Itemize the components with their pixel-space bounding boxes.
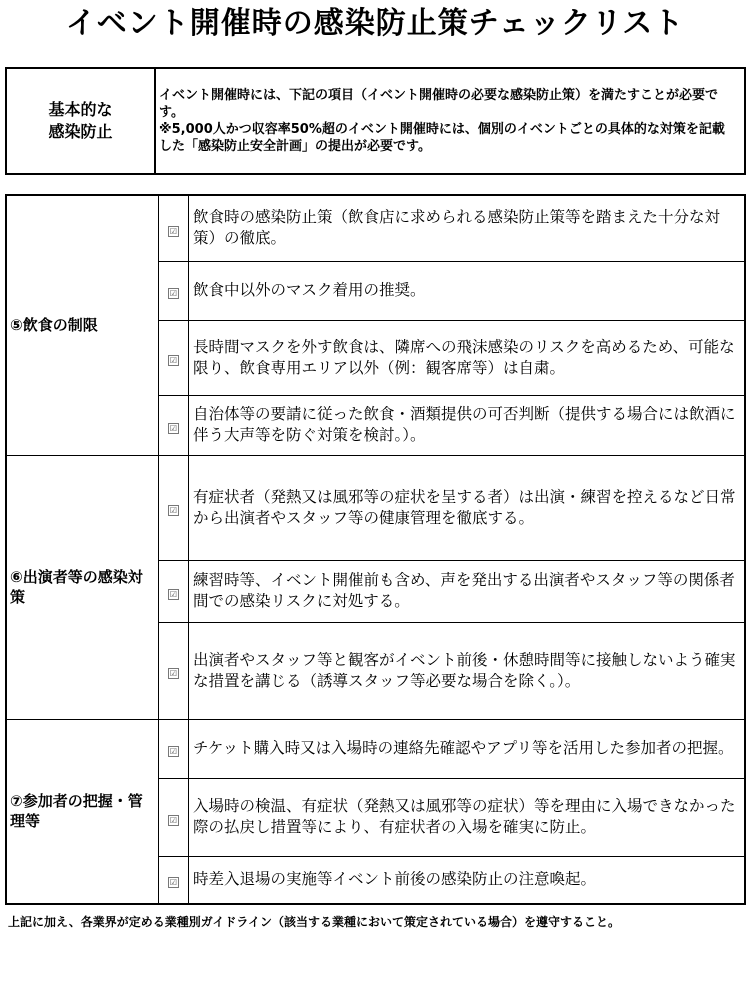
basic-prevention-table	[5, 67, 746, 175]
checklist-item: 入場時の検温、有症状（発熱又は風邪等の症状）等を理由に入場できなかった際の払戻し措置等により、有症状者の入場を確実に防止。	[189, 778, 746, 856]
checklist-item: 練習時等、イベント開催前も含め、声を発出する出演者やスタッフ等の関係者間での感染リスクに対処する。	[189, 560, 746, 622]
basic-header-line1: 基本的な	[48, 100, 113, 119]
checklist-item: 自治体等の要請に従った飲食・酒類提供の可否判断（提供する場合には飲酒に伴う大声等を防ぐ対策を検討。）。	[189, 395, 746, 455]
checkbox-icon: ☑	[169, 669, 178, 678]
checkbox[interactable]	[159, 622, 189, 719]
checkbox-icon: ☑	[169, 589, 178, 599]
basic-prevention-text: イベント開催時には、下記の項目（イベント開催時の必要な感染防止策）を満たすことが必要です。 ※5,000人かつ収容率50%超のイベント開催時には、個別のイベントごとの具体的な対策を記載した「感染防止安全計画」の提出が必要です。	[155, 68, 745, 174]
checklist-item: 有症状者（発熱又は風邪等の症状を呈する者）は出演・練習を控えるなど日常から出演者やスタッフ等の健康管理を徹底する。	[189, 455, 746, 560]
basic-prevention-header	[6, 68, 155, 174]
checkbox-icon: ☑	[169, 815, 178, 825]
checklist-item: 長時間マスクを外す飲食は、隣席への飛沫感染のリスクを高めるため、可能な限り、飲食専用エリア以外（例：観客席等）は自粛。	[189, 320, 746, 395]
checkbox[interactable]	[159, 778, 189, 856]
page-title: イベント開催時の感染防止策チェックリスト	[65, 6, 685, 41]
checkbox-icon: ☑	[169, 423, 178, 433]
checklist-item: 飲食中以外のマスク着用の推奨。	[189, 261, 746, 320]
checklist-table	[5, 194, 746, 905]
checkbox[interactable]	[159, 320, 189, 395]
checkbox-icon: ☑	[169, 747, 178, 756]
category-eating: ⑤飲食の制限	[6, 195, 159, 455]
checkbox-icon: ☑	[169, 226, 178, 236]
checkbox-icon: ☑	[169, 289, 178, 298]
checkbox[interactable]	[159, 455, 189, 560]
checkbox-icon: ☑	[169, 878, 178, 888]
checkbox[interactable]	[159, 560, 189, 622]
checkbox[interactable]	[159, 195, 189, 261]
checkbox-icon: ☑	[169, 506, 178, 515]
category-participants: ⑦参加者の把握・管理等	[6, 719, 159, 904]
checkbox[interactable]	[159, 719, 189, 778]
checkbox[interactable]	[159, 395, 189, 455]
checklist-item: 飲食時の感染防止策（飲食店に求められる感染防止策等を踏まえた十分な対策）の徹底。	[189, 195, 746, 261]
checklist-item: 出演者やスタッフ等と観客がイベント前後・休憩時間等に接触しないよう確実な措置を講じる（誘導スタッフ等必要な場合を除く。）。	[189, 622, 746, 719]
checkbox[interactable]	[159, 856, 189, 904]
checklist-item: 時差入退場の実施等イベント前後の感染防止の注意喚起。	[189, 856, 746, 904]
checklist-item: チケット購入時又は入場時の連絡先確認やアプリ等を活用した参加者の把握。	[189, 719, 746, 778]
basic-header-line2: 感染防止	[48, 122, 113, 141]
checkbox[interactable]	[159, 261, 189, 320]
category-performers: ⑥出演者等の感染対策	[6, 455, 159, 719]
footer-note: 上記に加え、各業界が定める業種別ガイドライン（該当する業種において策定されている場合）を遵守すること。	[8, 915, 621, 929]
checkbox-icon: ☑	[169, 356, 178, 365]
